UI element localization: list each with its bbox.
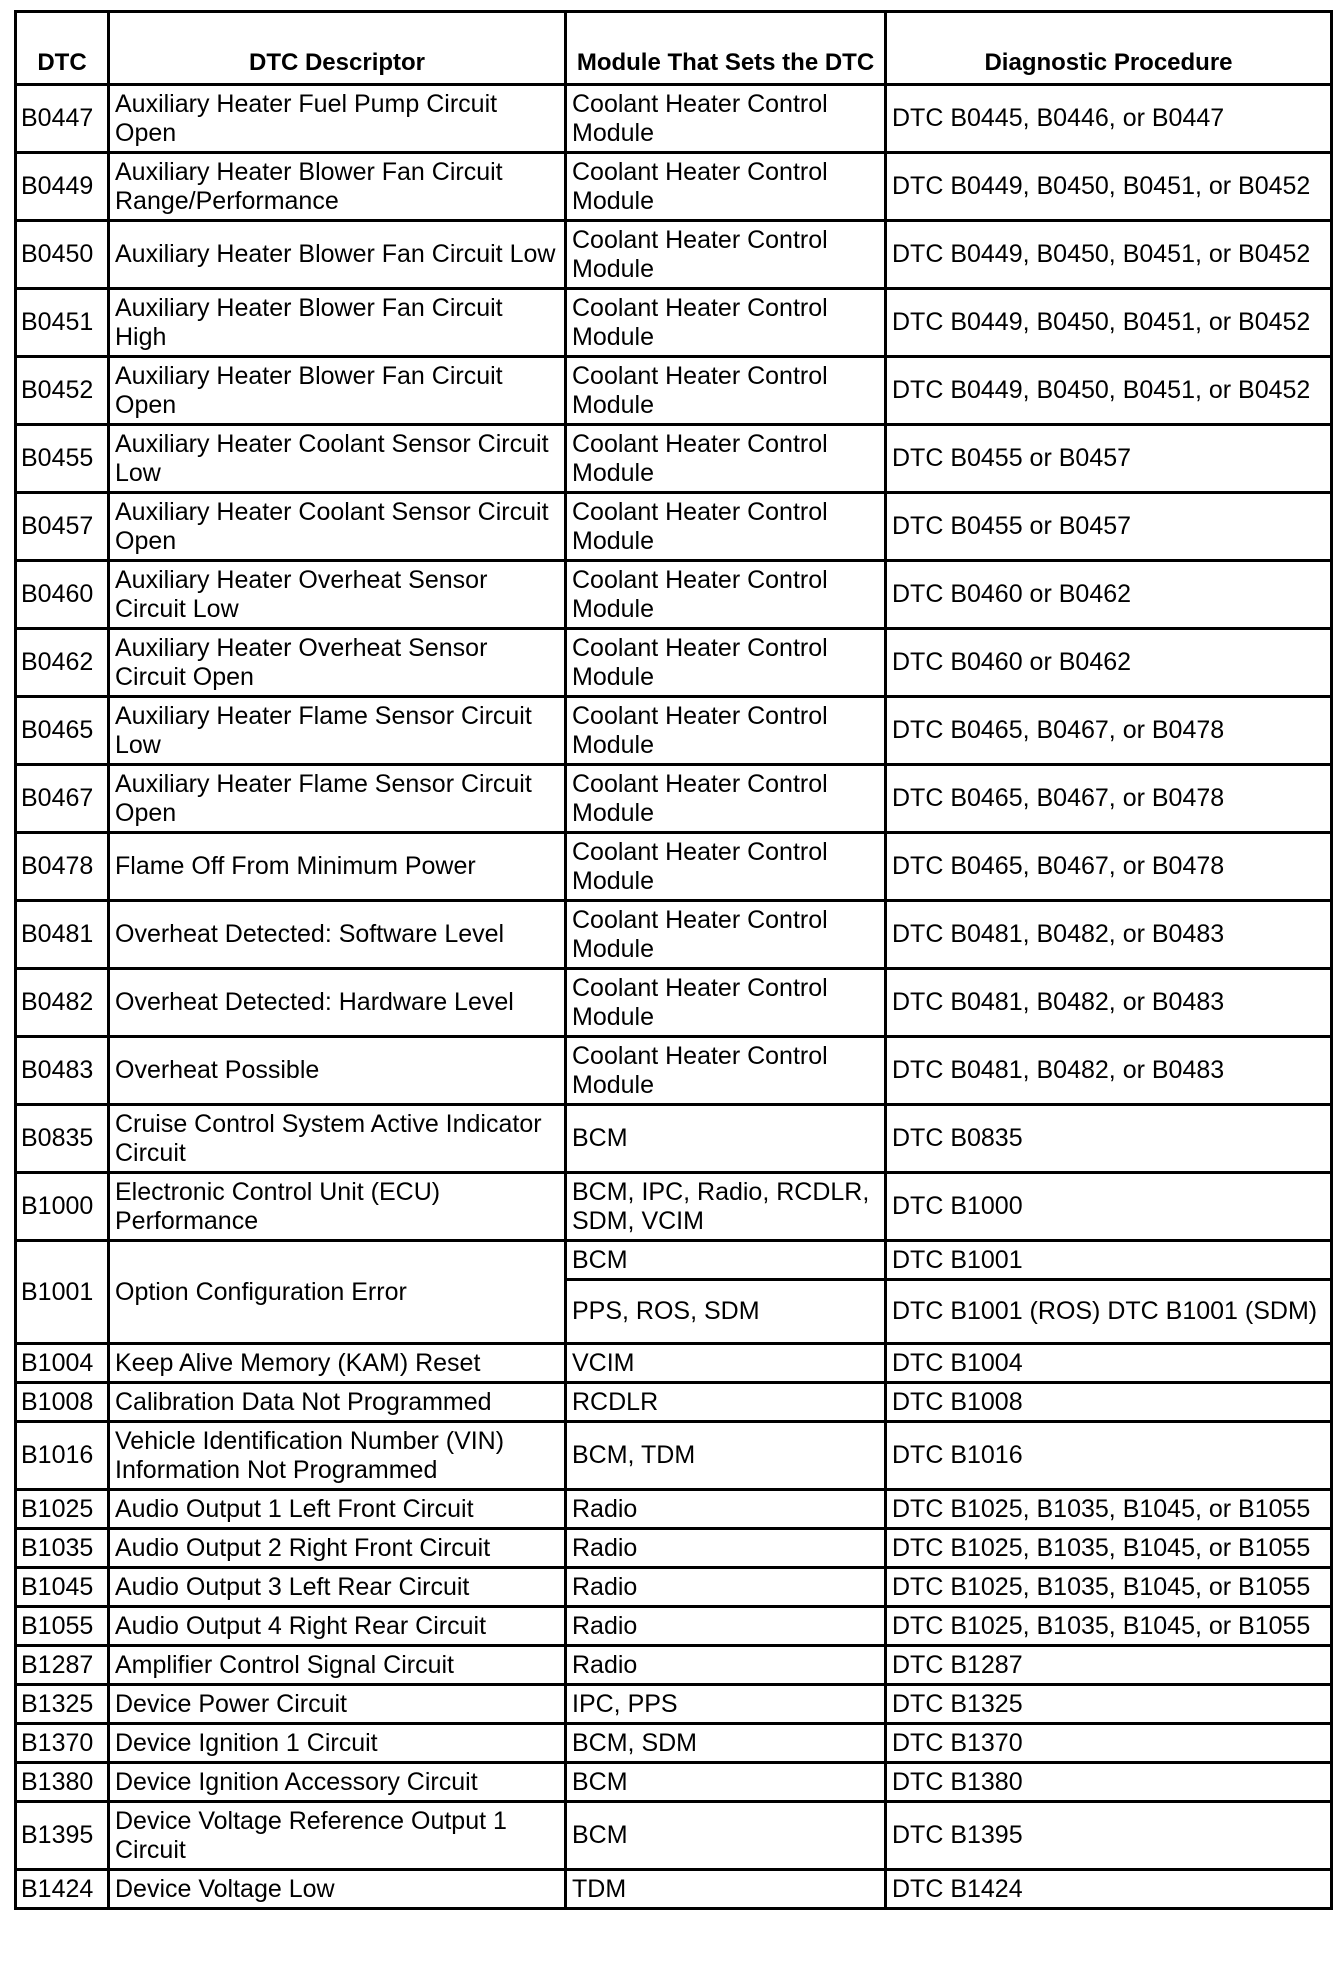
module-cell: Radio — [566, 1529, 886, 1568]
module-cell: IPC, PPS — [566, 1685, 886, 1724]
diagnostic-procedure-cell: DTC B0455 or B0457 — [886, 425, 1332, 493]
dtc-code-cell: B1035 — [16, 1529, 109, 1568]
module-cell: Coolant Heater Control Module — [566, 153, 886, 221]
table-row — [16, 357, 1332, 425]
table-row — [16, 1241, 1332, 1280]
table-row — [16, 1763, 1332, 1802]
diagnostic-procedure-cell: DTC B0460 or B0462 — [886, 561, 1332, 629]
module-cell: BCM — [566, 1241, 886, 1280]
table-row — [16, 85, 1332, 153]
table-row — [16, 1607, 1332, 1646]
module-cell: Coolant Heater Control Module — [566, 357, 886, 425]
diagnostic-procedure-cell: DTC B0481, B0482, or B0483 — [886, 901, 1332, 969]
module-cell: Coolant Heater Control Module — [566, 221, 886, 289]
diagnostic-procedure-cell: DTC B0481, B0482, or B0483 — [886, 1037, 1332, 1105]
table-row — [16, 1422, 1332, 1490]
module-cell: Radio — [566, 1490, 886, 1529]
table-row — [16, 1490, 1332, 1529]
dtc-descriptor-cell: Auxiliary Heater Overheat Sensor Circuit Low — [109, 561, 566, 629]
table-row — [16, 561, 1332, 629]
diagnostic-procedure-cell: DTC B0449, B0450, B0451, or B0452 — [886, 153, 1332, 221]
module-cell: BCM — [566, 1105, 886, 1173]
table-row — [16, 1037, 1332, 1105]
dtc-descriptor-cell: Cruise Control System Active Indicator Circuit — [109, 1105, 566, 1173]
table-row — [16, 969, 1332, 1037]
dtc-code-cell: B0451 — [16, 289, 109, 357]
module-cell: TDM — [566, 1870, 886, 1909]
dtc-table — [14, 10, 1333, 1910]
module-cell: PPS, ROS, SDM — [566, 1280, 886, 1344]
module-cell: Coolant Heater Control Module — [566, 561, 886, 629]
module-cell: Coolant Heater Control Module — [566, 901, 886, 969]
dtc-descriptor-cell: Auxiliary Heater Blower Fan Circuit Low — [109, 221, 566, 289]
dtc-code-cell: B1004 — [16, 1344, 109, 1383]
table-row — [16, 1173, 1332, 1241]
header-dtc: DTC — [16, 12, 109, 85]
header-dtc-descriptor: DTC Descriptor — [109, 12, 566, 85]
module-cell: Coolant Heater Control Module — [566, 833, 886, 901]
module-cell: Coolant Heater Control Module — [566, 1037, 886, 1105]
module-cell: BCM, IPC, Radio, RCDLR, SDM, VCIM — [566, 1173, 886, 1241]
dtc-descriptor-cell: Device Ignition 1 Circuit — [109, 1724, 566, 1763]
dtc-descriptor-cell: Calibration Data Not Programmed — [109, 1383, 566, 1422]
module-cell: BCM, TDM — [566, 1422, 886, 1490]
dtc-code-cell: B0449 — [16, 153, 109, 221]
dtc-descriptor-cell: Auxiliary Heater Coolant Sensor Circuit Open — [109, 493, 566, 561]
table-row — [16, 1724, 1332, 1763]
dtc-descriptor-cell: Auxiliary Heater Blower Fan Circuit High — [109, 289, 566, 357]
diagnostic-procedure-cell: DTC B1008 — [886, 1383, 1332, 1422]
diagnostic-procedure-cell: DTC B1025, B1035, B1045, or B1055 — [886, 1490, 1332, 1529]
dtc-descriptor-cell: Vehicle Identification Number (VIN) Information Not Programmed — [109, 1422, 566, 1490]
diagnostic-procedure-cell: DTC B0449, B0450, B0451, or B0452 — [886, 357, 1332, 425]
diagnostic-procedure-cell: DTC B0465, B0467, or B0478 — [886, 765, 1332, 833]
table-header-row — [16, 12, 1332, 85]
dtc-descriptor-cell: Audio Output 1 Left Front Circuit — [109, 1490, 566, 1529]
module-cell: Coolant Heater Control Module — [566, 969, 886, 1037]
diagnostic-procedure-cell: DTC B0465, B0467, or B0478 — [886, 833, 1332, 901]
dtc-descriptor-cell: Auxiliary Heater Coolant Sensor Circuit Low — [109, 425, 566, 493]
diagnostic-procedure-cell: DTC B1001 (ROS) DTC B1001 (SDM) — [886, 1280, 1332, 1344]
table-row — [16, 765, 1332, 833]
dtc-descriptor-cell: Auxiliary Heater Blower Fan Circuit Range/Performance — [109, 153, 566, 221]
dtc-descriptor-cell: Amplifier Control Signal Circuit — [109, 1646, 566, 1685]
dtc-descriptor-cell: Device Voltage Reference Output 1 Circuit — [109, 1802, 566, 1870]
dtc-code-cell: B1055 — [16, 1607, 109, 1646]
dtc-descriptor-cell: Auxiliary Heater Flame Sensor Circuit Low — [109, 697, 566, 765]
table-row — [16, 901, 1332, 969]
dtc-code-cell: B0478 — [16, 833, 109, 901]
table-row — [16, 153, 1332, 221]
dtc-table-container — [14, 10, 1333, 1910]
table-row — [16, 1568, 1332, 1607]
module-cell: Coolant Heater Control Module — [566, 697, 886, 765]
dtc-code-cell: B0450 — [16, 221, 109, 289]
module-cell: Coolant Heater Control Module — [566, 85, 886, 153]
table-row — [16, 629, 1332, 697]
header-diagnostic-procedure: Diagnostic Procedure — [886, 12, 1332, 85]
table-row — [16, 1685, 1332, 1724]
diagnostic-procedure-cell: DTC B1025, B1035, B1045, or B1055 — [886, 1607, 1332, 1646]
module-cell: Coolant Heater Control Module — [566, 765, 886, 833]
dtc-descriptor-cell: Overheat Possible — [109, 1037, 566, 1105]
diagnostic-procedure-cell: DTC B1370 — [886, 1724, 1332, 1763]
dtc-descriptor-cell: Auxiliary Heater Fuel Pump Circuit Open — [109, 85, 566, 153]
module-cell: VCIM — [566, 1344, 886, 1383]
header-module: Module That Sets the DTC — [566, 12, 886, 85]
dtc-descriptor-cell: Auxiliary Heater Blower Fan Circuit Open — [109, 357, 566, 425]
module-cell: BCM, SDM — [566, 1724, 886, 1763]
diagnostic-procedure-cell: DTC B0449, B0450, B0451, or B0452 — [886, 221, 1332, 289]
diagnostic-procedure-cell: DTC B0445, B0446, or B0447 — [886, 85, 1332, 153]
diagnostic-procedure-cell: DTC B1424 — [886, 1870, 1332, 1909]
dtc-descriptor-cell: Keep Alive Memory (KAM) Reset — [109, 1344, 566, 1383]
dtc-code-cell: B0482 — [16, 969, 109, 1037]
table-row — [16, 1105, 1332, 1173]
diagnostic-procedure-cell: DTC B0460 or B0462 — [886, 629, 1332, 697]
dtc-table-body — [16, 85, 1332, 1909]
table-row — [16, 1383, 1332, 1422]
diagnostic-procedure-cell: DTC B1001 — [886, 1241, 1332, 1280]
dtc-code-cell: B1395 — [16, 1802, 109, 1870]
diagnostic-procedure-cell: DTC B0481, B0482, or B0483 — [886, 969, 1332, 1037]
diagnostic-procedure-cell: DTC B0465, B0467, or B0478 — [886, 697, 1332, 765]
dtc-code-cell: B0483 — [16, 1037, 109, 1105]
diagnostic-procedure-cell: DTC B1325 — [886, 1685, 1332, 1724]
dtc-code-cell: B1325 — [16, 1685, 109, 1724]
diagnostic-procedure-cell: DTC B0449, B0450, B0451, or B0452 — [886, 289, 1332, 357]
dtc-descriptor-cell: Overheat Detected: Hardware Level — [109, 969, 566, 1037]
table-row — [16, 1646, 1332, 1685]
dtc-code-cell: B0465 — [16, 697, 109, 765]
dtc-descriptor-cell: Auxiliary Heater Flame Sensor Circuit Open — [109, 765, 566, 833]
module-cell: Coolant Heater Control Module — [566, 425, 886, 493]
table-row — [16, 221, 1332, 289]
dtc-code-cell: B0455 — [16, 425, 109, 493]
diagnostic-procedure-cell: DTC B1287 — [886, 1646, 1332, 1685]
dtc-code-cell: B0457 — [16, 493, 109, 561]
module-cell: Coolant Heater Control Module — [566, 493, 886, 561]
table-row — [16, 289, 1332, 357]
dtc-code-cell: B1424 — [16, 1870, 109, 1909]
diagnostic-procedure-cell: DTC B1025, B1035, B1045, or B1055 — [886, 1568, 1332, 1607]
diagnostic-procedure-cell: DTC B1380 — [886, 1763, 1332, 1802]
dtc-descriptor-cell: Device Ignition Accessory Circuit — [109, 1763, 566, 1802]
diagnostic-procedure-cell: DTC B1016 — [886, 1422, 1332, 1490]
dtc-descriptor-cell: Overheat Detected: Software Level — [109, 901, 566, 969]
dtc-code-cell: B1016 — [16, 1422, 109, 1490]
dtc-code-cell: B0460 — [16, 561, 109, 629]
dtc-descriptor-cell: Device Power Circuit — [109, 1685, 566, 1724]
table-row — [16, 1870, 1332, 1909]
dtc-code-cell: B0835 — [16, 1105, 109, 1173]
table-row — [16, 833, 1332, 901]
table-row — [16, 1802, 1332, 1870]
dtc-descriptor-cell: Electronic Control Unit (ECU) Performance — [109, 1173, 566, 1241]
diagnostic-procedure-cell: DTC B1395 — [886, 1802, 1332, 1870]
module-cell: Radio — [566, 1646, 886, 1685]
module-cell: Coolant Heater Control Module — [566, 289, 886, 357]
dtc-code-cell: B0447 — [16, 85, 109, 153]
module-cell: BCM — [566, 1763, 886, 1802]
diagnostic-procedure-cell: DTC B1000 — [886, 1173, 1332, 1241]
dtc-code-cell: B1025 — [16, 1490, 109, 1529]
dtc-code-cell: B0452 — [16, 357, 109, 425]
dtc-code-cell: B0462 — [16, 629, 109, 697]
diagnostic-procedure-cell: DTC B1025, B1035, B1045, or B1055 — [886, 1529, 1332, 1568]
dtc-code-cell: B1001 — [16, 1241, 109, 1344]
module-cell: Coolant Heater Control Module — [566, 629, 886, 697]
dtc-descriptor-cell: Flame Off From Minimum Power — [109, 833, 566, 901]
module-cell: RCDLR — [566, 1383, 886, 1422]
dtc-code-cell: B1287 — [16, 1646, 109, 1685]
table-row — [16, 493, 1332, 561]
dtc-descriptor-cell: Audio Output 3 Left Rear Circuit — [109, 1568, 566, 1607]
table-row — [16, 697, 1332, 765]
dtc-code-cell: B1045 — [16, 1568, 109, 1607]
dtc-descriptor-cell: Audio Output 4 Right Rear Circuit — [109, 1607, 566, 1646]
diagnostic-procedure-cell: DTC B0835 — [886, 1105, 1332, 1173]
diagnostic-procedure-cell: DTC B0455 or B0457 — [886, 493, 1332, 561]
dtc-code-cell: B1000 — [16, 1173, 109, 1241]
table-row — [16, 1344, 1332, 1383]
diagnostic-procedure-cell: DTC B1004 — [886, 1344, 1332, 1383]
module-cell: Radio — [566, 1607, 886, 1646]
dtc-descriptor-cell: Audio Output 2 Right Front Circuit — [109, 1529, 566, 1568]
dtc-code-cell: B1380 — [16, 1763, 109, 1802]
dtc-code-cell: B0467 — [16, 765, 109, 833]
dtc-code-cell: B1008 — [16, 1383, 109, 1422]
dtc-descriptor-cell: Device Voltage Low — [109, 1870, 566, 1909]
dtc-code-cell: B0481 — [16, 901, 109, 969]
dtc-code-cell: B1370 — [16, 1724, 109, 1763]
table-row — [16, 1529, 1332, 1568]
dtc-descriptor-cell: Option Configuration Error — [109, 1241, 566, 1344]
module-cell: BCM — [566, 1802, 886, 1870]
module-cell: Radio — [566, 1568, 886, 1607]
dtc-descriptor-cell: Auxiliary Heater Overheat Sensor Circuit Open — [109, 629, 566, 697]
table-row — [16, 425, 1332, 493]
